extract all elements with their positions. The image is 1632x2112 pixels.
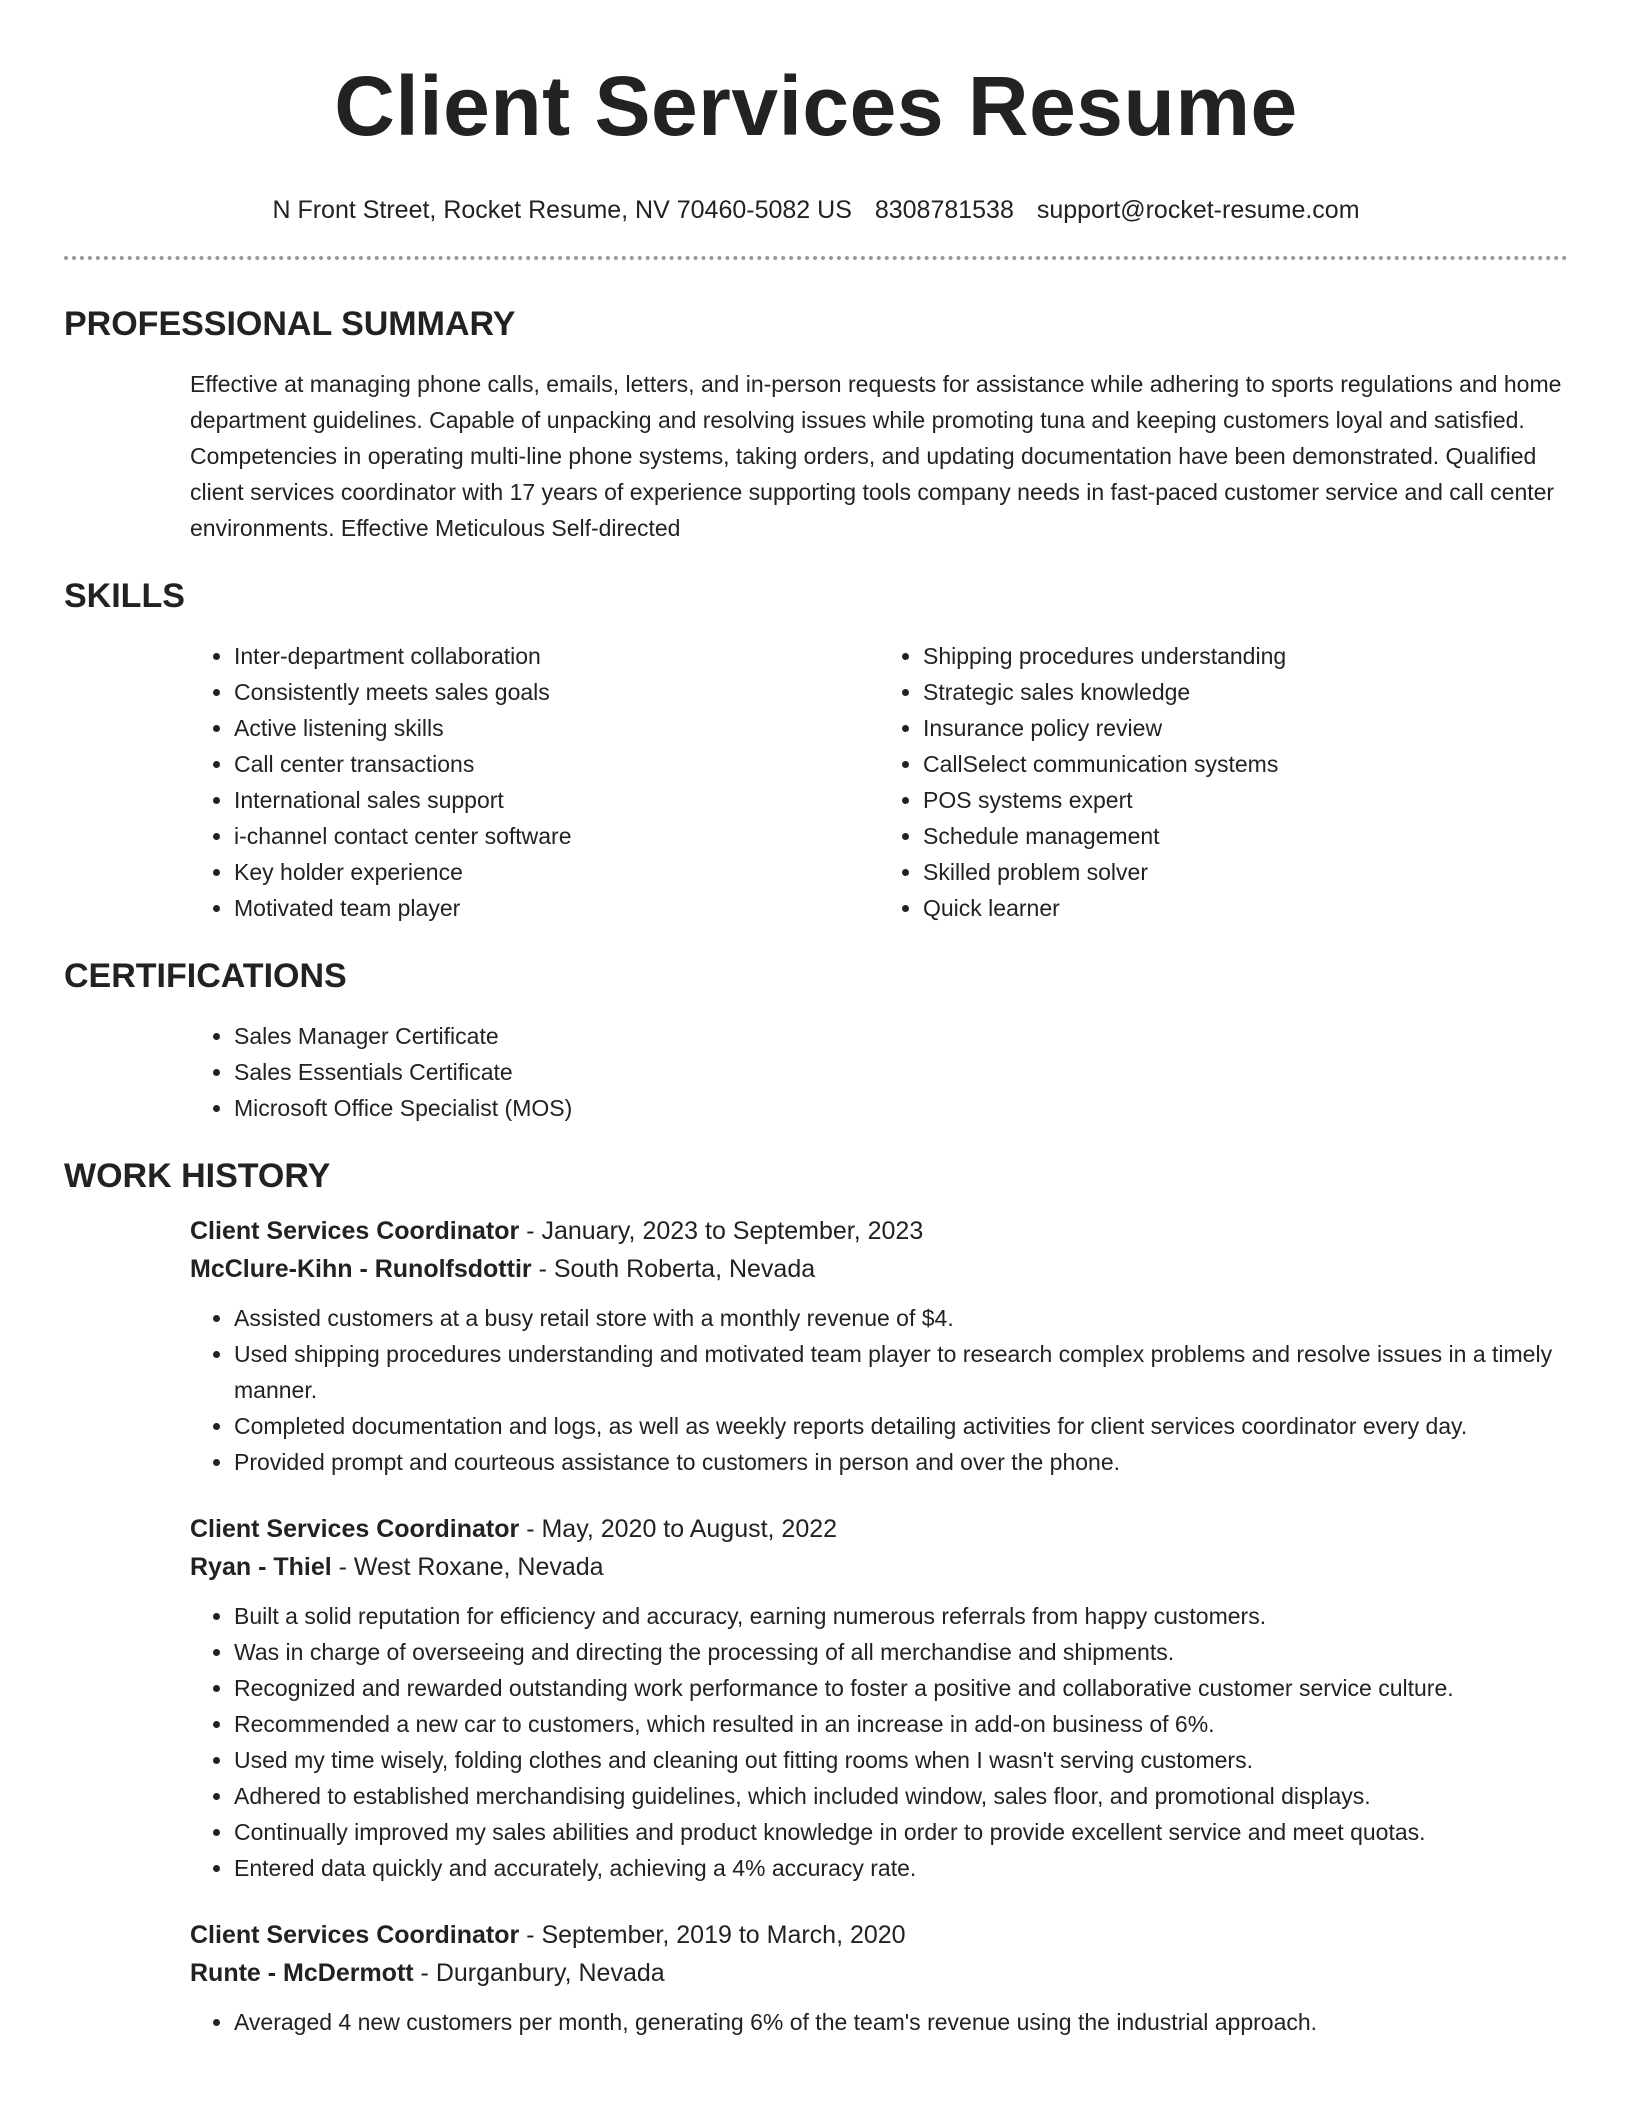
summary-text: Effective at managing phone calls, emails, letters, and in-person requests for assistance while adhering to sports regulations and home department guidelines. Capable of unpacking and resolving issues while promoting tuna and keeping customers loyal and satisfied. Competencies in operating multi-line phone systems, taking orders, and updating documentation have been demonstrated. Qualified client services coordinator with 17 years of experience supporting tools company needs in fast-paced customer service and call center environments. Effective Meticulous Self-directed <box>190 371 1562 541</box>
summary-heading: PROFESSIONAL SUMMARY <box>64 305 516 343</box>
job-bullet: • Used my time wisely, folding clothes and cleaning out fitting rooms when I wasn't serving customers. <box>234 1742 1568 1778</box>
job-bullet: • Recommended a new car to customers, which resulted in an increase in add-on business of 6%. <box>234 1706 1568 1742</box>
job-title-line <box>190 1510 1568 1548</box>
job-bullet: • Was in charge of overseeing and directing the processing of all merchandise and shipments. <box>234 1634 1568 1670</box>
job-title-line <box>190 1916 1568 1954</box>
job-bullet: • Used shipping procedures understanding and motivated team player to research complex problems and resolve issues in a timely manner. <box>234 1336 1568 1408</box>
job-company-line <box>190 1954 1568 1992</box>
job-bullet: • Continually improved my sales abilities and product knowledge in order to provide excellent service and meet quotas. <box>234 1814 1568 1850</box>
certifications-list <box>190 1018 1568 1126</box>
job-bullet: • Recognized and rewarded outstanding work performance to foster a positive and collaborative customer service culture. <box>234 1670 1568 1706</box>
job-entry <box>190 1510 1568 1886</box>
job-company: Ryan - Thiel <box>190 1553 332 1581</box>
skills-section <box>64 576 1568 926</box>
certification-item: • Microsoft Office Specialist (MOS) <box>234 1090 1568 1126</box>
certification-item: • Sales Manager Certificate <box>234 1018 1568 1054</box>
certifications-section <box>64 956 1568 1126</box>
skill-item: • Insurance policy review <box>923 710 1568 746</box>
skill-item: • CallSelect communication systems <box>923 746 1568 782</box>
skill-item: • i-channel contact center software <box>234 818 879 854</box>
job-bullet: • Completed documentation and logs, as well as weekly reports detailing activities for client services coordinator every day. <box>234 1408 1568 1444</box>
job-bullet: • Assisted customers at a busy retail store with a monthly revenue of $4. <box>234 1300 1568 1336</box>
job-company: Runte - McDermott <box>190 1959 414 1987</box>
skills-heading: SKILLS <box>64 577 185 615</box>
job-bullets <box>190 1300 1568 1480</box>
job-company-line <box>190 1250 1568 1288</box>
job-company-line <box>190 1548 1568 1586</box>
skill-item: • Key holder experience <box>234 854 879 890</box>
job-entry <box>190 1916 1568 2040</box>
job-bullet: • Entered data quickly and accurately, achieving a 4% accuracy rate. <box>234 1850 1568 1886</box>
job-entry <box>190 1212 1568 1480</box>
skill-item: • POS systems expert <box>923 782 1568 818</box>
skill-item: • Schedule management <box>923 818 1568 854</box>
job-dates: - May, 2020 to August, 2022 <box>519 1515 838 1543</box>
skill-item: • Call center transactions <box>234 746 879 782</box>
skill-item: • Quick learner <box>923 890 1568 926</box>
job-dates: - September, 2019 to March, 2020 <box>519 1921 906 1949</box>
skill-item: • Consistently meets sales goals <box>234 674 879 710</box>
job-bullet: • Provided prompt and courteous assistance to customers in person and over the phone. <box>234 1444 1568 1480</box>
skill-item: • Skilled problem solver <box>923 854 1568 890</box>
job-title-line <box>190 1212 1568 1250</box>
certification-item: • Sales Essentials Certificate <box>234 1054 1568 1090</box>
job-location: - South Roberta, Nevada <box>531 1255 816 1283</box>
skill-item: • Active listening skills <box>234 710 879 746</box>
job-company: McClure-Kihn - Runolfsdottir <box>190 1255 532 1283</box>
job-role: Client Services Coordinator <box>190 1515 520 1543</box>
skill-item: • Shipping procedures understanding <box>923 638 1568 674</box>
contact-email: support@rocket-resume.com <box>1036 196 1360 224</box>
job-location: - West Roxane, Nevada <box>331 1553 604 1581</box>
job-bullets <box>190 2004 1568 2040</box>
job-location: - Durganbury, Nevada <box>413 1959 665 1987</box>
job-dates: - January, 2023 to September, 2023 <box>519 1217 924 1245</box>
skills-list-right <box>879 638 1568 926</box>
job-role: Client Services Coordinator <box>190 1921 520 1949</box>
skill-item: • Motivated team player <box>234 890 879 926</box>
skill-item: • Inter-department collaboration <box>234 638 879 674</box>
skills-list-left <box>190 638 879 926</box>
certifications-heading: CERTIFICATIONS <box>64 957 347 995</box>
contact-address: N Front Street, Rocket Resume, NV 70460-5082 US <box>272 196 852 224</box>
job-role: Client Services Coordinator <box>190 1217 520 1245</box>
work-history-section <box>64 1156 1568 2040</box>
summary-section <box>64 304 1568 546</box>
job-bullet: • Adhered to established merchandising guidelines, which included window, sales floor, and promotional displays. <box>234 1778 1568 1814</box>
header-divider <box>64 256 1568 260</box>
resume-header <box>64 0 1568 260</box>
resume-title: Client Services Resume <box>334 59 1298 153</box>
skill-item: • Strategic sales knowledge <box>923 674 1568 710</box>
job-bullet: • Averaged 4 new customers per month, generating 6% of the team's revenue using the industrial approach. <box>234 2004 1568 2040</box>
contact-phone: 8308781538 <box>874 196 1014 224</box>
job-bullet: • Built a solid reputation for efficiency and accuracy, earning numerous referrals from happy customers. <box>234 1598 1568 1634</box>
job-bullets <box>190 1598 1568 1886</box>
contact-line <box>64 194 1568 226</box>
work-history-heading: WORK HISTORY <box>64 1157 331 1195</box>
skill-item: • International sales support <box>234 782 879 818</box>
